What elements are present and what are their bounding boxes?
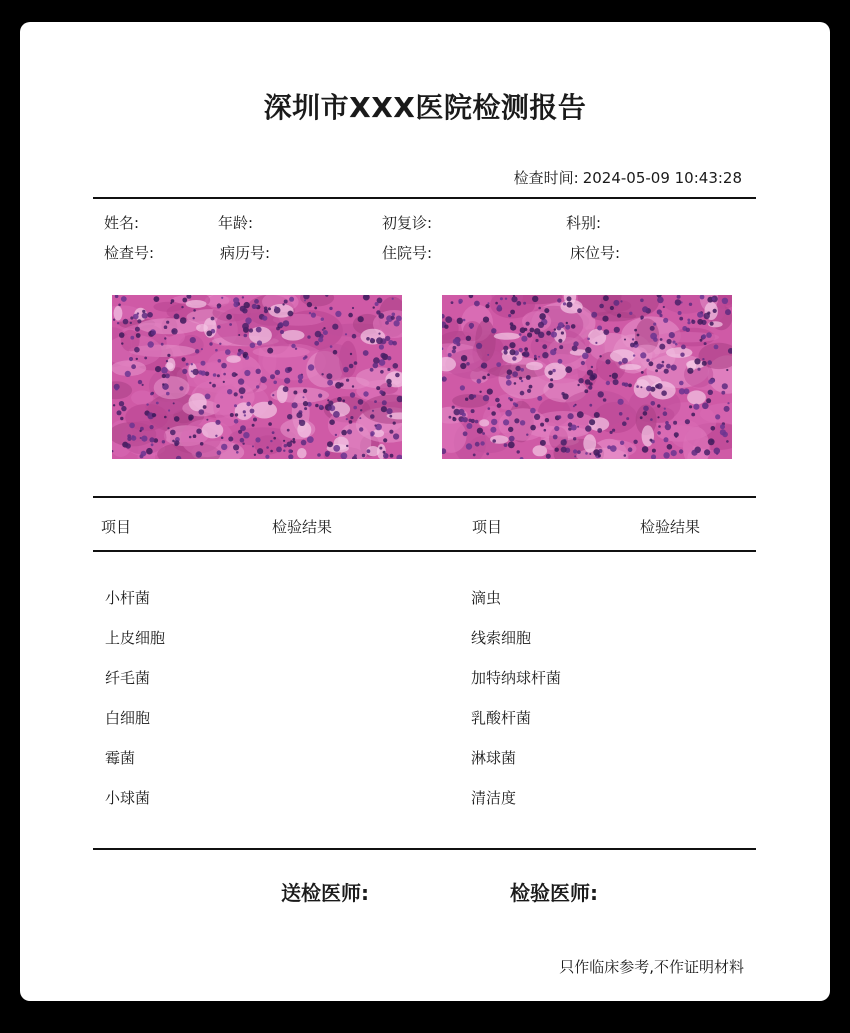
disclaimer-text: 只作临床参考,不作证明材料 [559, 958, 744, 976]
list-item: 加特纳球杆菌 [471, 669, 562, 687]
exam-number-label: 检查号: [104, 244, 155, 262]
inspector-doctor-label: 检验医师: [510, 881, 598, 905]
bed-number-label: 床位号: [570, 244, 621, 262]
list-item: 纤毛菌 [105, 669, 151, 687]
department-label: 科别: [566, 214, 602, 232]
list-item: 滴虫 [471, 589, 502, 607]
list-item: 线索细胞 [471, 629, 532, 647]
check-time-label: 检查时间: [513, 169, 579, 187]
report-page [20, 22, 830, 1001]
divider-table-header [93, 550, 756, 552]
check-time-value: 2024-05-09 10:43:28 [582, 169, 742, 187]
report-title: 深圳市XXX医院检测报告 [263, 91, 587, 124]
list-item: 淋球菌 [471, 749, 517, 767]
histology-image-right [442, 295, 732, 459]
list-item: 小球菌 [105, 789, 151, 807]
histology-image-left [112, 295, 402, 459]
inpatient-number-label: 住院号: [382, 244, 433, 262]
list-item: 小杆菌 [105, 589, 151, 607]
header-item-left: 项目 [101, 518, 132, 536]
sender-doctor-label: 送检医师: [281, 881, 369, 905]
list-item: 清洁度 [471, 789, 517, 807]
divider-table-top [93, 496, 756, 498]
header-result-right: 检验结果 [640, 518, 701, 536]
age-label: 年龄: [218, 214, 254, 232]
list-item: 霉菌 [105, 749, 136, 767]
list-item: 上皮细胞 [105, 629, 166, 647]
divider-top [93, 197, 756, 199]
name-label: 姓名: [104, 214, 140, 232]
list-item: 白细胞 [105, 709, 151, 727]
header-item-right: 项目 [472, 518, 503, 536]
header-result-left: 检验结果 [272, 518, 333, 536]
record-number-label: 病历号: [220, 244, 271, 262]
divider-bottom [93, 848, 756, 850]
visit-type-label: 初复诊: [382, 214, 433, 232]
check-time [514, 167, 742, 188]
list-item: 乳酸杆菌 [471, 709, 532, 727]
